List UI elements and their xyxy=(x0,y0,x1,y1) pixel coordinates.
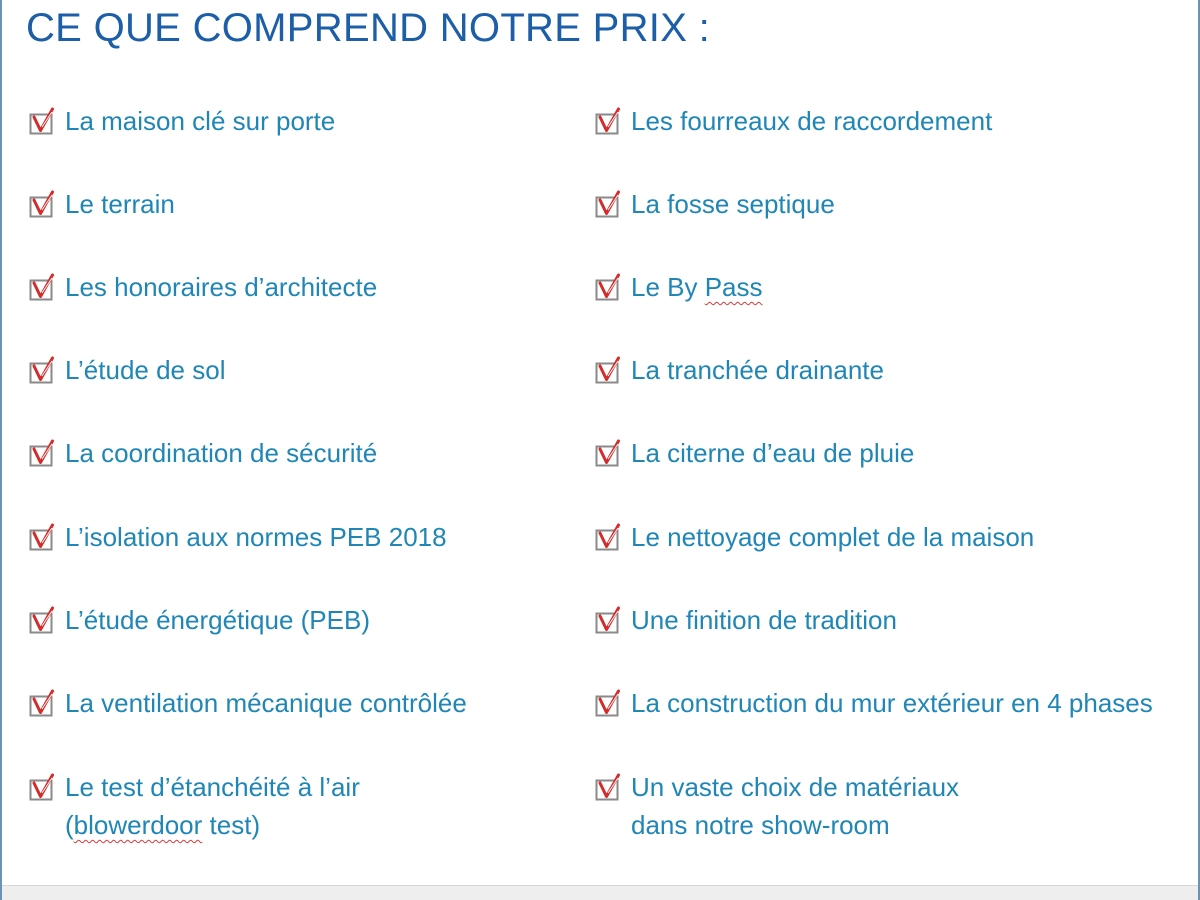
list-item-label xyxy=(631,268,763,306)
list-item-label: L’étude de sol xyxy=(65,355,226,385)
list-item-label: La maison clé sur porte xyxy=(65,106,336,136)
line2-suffix: test) xyxy=(202,810,261,840)
list-item-label: Les honoraires d’architecte xyxy=(65,272,378,302)
list-item-label: La tranchée drainante xyxy=(631,355,884,385)
list-item-label: L’étude énergétique (PEB) xyxy=(65,605,370,635)
list-item-label: Le test d’étanchéité à l’air xyxy=(65,772,360,802)
checkbox-checked-icon xyxy=(594,522,624,552)
checkbox-checked-icon xyxy=(28,688,58,718)
list-item-label: Une finition de tradition xyxy=(631,605,897,635)
list-item-label: Le terrain xyxy=(65,189,175,219)
paren-open: ( xyxy=(65,810,74,840)
checkbox-checked-icon xyxy=(28,106,58,136)
list-item-label: Un vaste choix de matériaux xyxy=(631,772,960,802)
checkbox-checked-icon xyxy=(28,189,58,219)
checkbox-checked-icon xyxy=(594,272,624,302)
checkbox-checked-icon xyxy=(594,106,624,136)
page-title: CE QUE COMPREND NOTRE PRIX : xyxy=(26,6,711,50)
checkbox-checked-icon xyxy=(594,772,624,802)
checkbox-checked-icon xyxy=(594,438,624,468)
list-item-label: La coordination de sécurité xyxy=(65,438,378,468)
checkbox-checked-icon xyxy=(594,189,624,219)
checkbox-checked-icon xyxy=(28,605,58,635)
bottom-scroll-strip xyxy=(2,885,1198,900)
checkbox-checked-icon xyxy=(594,355,624,385)
spellcheck-marked-word: Pass xyxy=(704,272,763,302)
checkbox-checked-icon xyxy=(28,438,58,468)
checkbox-checked-icon xyxy=(594,688,624,718)
list-item-label: La fosse septique xyxy=(631,189,835,219)
list-item-label: La citerne d’eau de pluie xyxy=(631,438,915,468)
list-item-label: Le nettoyage complet de la maison xyxy=(631,522,1035,552)
label-prefix: Le By xyxy=(631,272,705,302)
list-item-label: Les fourreaux de raccordement xyxy=(631,106,993,136)
list-item-label: L’isolation aux normes PEB 2018 xyxy=(65,522,447,552)
spellcheck-marked-word: blowerdoor xyxy=(73,810,203,840)
checkbox-checked-icon xyxy=(28,355,58,385)
list-item-label: La ventilation mécanique contrôlée xyxy=(65,688,467,718)
list-item-label-line2: dans notre show-room xyxy=(631,810,890,840)
checkbox-checked-icon xyxy=(594,605,624,635)
checkbox-checked-icon xyxy=(28,522,58,552)
checkbox-checked-icon xyxy=(28,272,58,302)
checkbox-checked-icon xyxy=(28,772,58,802)
list-item-label: La construction du mur extérieur en 4 phases xyxy=(631,688,1153,718)
list-item-label-line2 xyxy=(65,806,360,844)
